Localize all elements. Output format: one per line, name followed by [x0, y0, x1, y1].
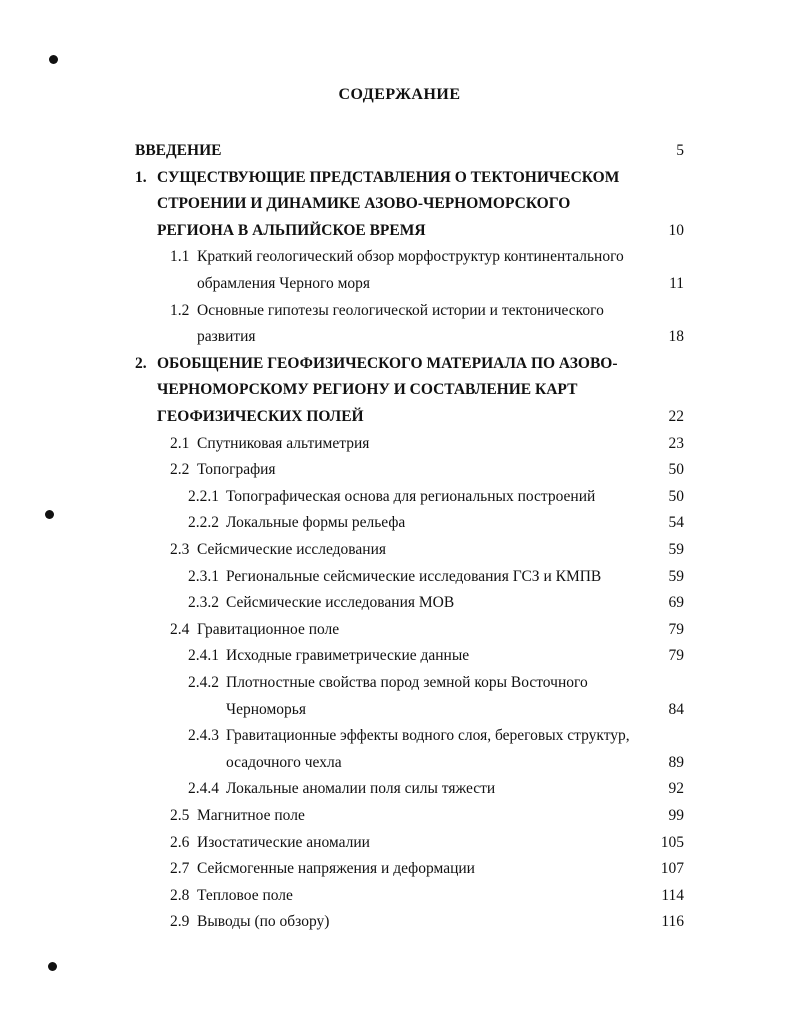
toc-entry-page-number: 59	[668, 567, 684, 585]
toc-entry-title-line: Исходные гравиметрические данные	[226, 647, 470, 665]
toc-entry-page-number: 79	[668, 620, 684, 638]
toc-entry-number: 2.3.2	[188, 594, 219, 612]
toc-entry-number: 2.5	[170, 807, 190, 824]
toc-entry-number: 2.9	[170, 913, 190, 931]
toc-entry-title-line: ОБОБЩЕНИЕ ГЕОФИЗИЧЕСКОГО МАТЕРИАЛА ПО АЗОВО-	[157, 354, 618, 372]
toc-entry-number: 2.3.1	[188, 567, 219, 585]
toc-entry-number: 2.	[135, 354, 147, 372]
toc-entry-page-number: 22	[668, 408, 684, 425]
toc-entry-page-number: 18	[668, 328, 684, 346]
binder-hole-top	[49, 55, 58, 64]
toc-entry-page-number: 99	[668, 807, 684, 824]
toc-entry-title-line: СУЩЕСТВУЮЩИЕ ПРЕДСТАВЛЕНИЯ О ТЕКТОНИЧЕСКОМ	[157, 168, 620, 186]
toc-entry-number: 2.4.1	[188, 647, 219, 665]
toc-entry-page-number: 114	[661, 886, 684, 904]
toc-entry-page-number: 59	[668, 541, 684, 558]
toc-entry-page-number: 79	[668, 647, 684, 665]
toc-entry-title-line: Краткий геологический обзор морфоструктур континентального	[197, 248, 624, 266]
toc-entry-title-line: Локальные формы рельефа	[226, 514, 406, 532]
toc-entry-title-line: осадочного чехла	[226, 753, 342, 771]
toc-entry-title-line: Плотностные свойства пород земной коры Восточного	[226, 674, 588, 691]
toc-entry-title-line: Сейсмические исследования МОВ	[226, 594, 455, 612]
toc-entry-page-number: 11	[669, 275, 684, 292]
binder-hole-middle	[45, 510, 54, 519]
toc-heading: СОДЕРЖАНИЕ	[338, 86, 461, 103]
toc-entry-title-line: Черноморья	[226, 700, 306, 718]
toc-entry-number: 1.	[135, 168, 147, 186]
toc-entry-page-number: 50	[668, 487, 684, 505]
toc-entry-number: 2.2	[170, 461, 190, 479]
toc-entry-number: 2.8	[170, 886, 190, 904]
toc-entry-page-number: 5	[676, 142, 684, 159]
toc-entry-page-number: 50	[668, 461, 684, 479]
binder-hole-bottom	[48, 962, 57, 971]
toc-entry-number: 1.2	[170, 301, 190, 319]
toc-entry-title-line: Локальные аномалии поля силы тяжести	[226, 780, 496, 798]
toc-entry-page-number: 92	[668, 780, 684, 798]
toc-entry-number: 2.7	[170, 860, 190, 878]
toc-entry-page-number: 107	[660, 860, 684, 878]
toc-entry-page-number: 116	[661, 913, 684, 931]
toc-entry-title-line: РЕГИОНА В АЛЬПИЙСКОЕ ВРЕМЯ	[157, 221, 426, 239]
toc-entry-number: 2.4.4	[188, 780, 219, 798]
toc-entry-number: 2.6	[170, 833, 190, 851]
toc-entry-title-line: Топографическая основа для региональных построений	[226, 487, 596, 505]
toc-entry-title-line: Изостатические аномалии	[197, 833, 370, 851]
toc-entry-title-line: Спутниковая альтиметрия	[197, 434, 370, 452]
toc-entry-page-number: 10	[668, 221, 684, 239]
toc-entry-title-line: Гравитационное поле	[197, 620, 340, 638]
toc-entry-title-line: Магнитное поле	[197, 807, 305, 824]
toc-entry-title-line: Тепловое поле	[197, 886, 293, 904]
toc-entry-number: 2.1	[170, 434, 190, 452]
toc-entry-title-line: Основные гипотезы геологической истории и тектонического	[197, 301, 604, 319]
toc-entry-title-line: Сейсмогенные напряжения и деформации	[197, 860, 475, 878]
toc-entry-page-number: 105	[660, 833, 684, 851]
toc-entry-number: 2.2.1	[188, 487, 219, 505]
toc-entry-page-number: 84	[668, 700, 684, 718]
toc-entry-page-number: 89	[668, 753, 684, 771]
toc-entry-title-line: Региональные сейсмические исследования ГСЗ и КМПВ	[226, 567, 602, 585]
toc-entry-title-line: Гравитационные эффекты водного слоя, береговых структур,	[226, 727, 630, 745]
toc-entry-number: 2.4.2	[188, 674, 219, 691]
toc-entry-title-line: ВВЕДЕНИЕ	[135, 142, 222, 159]
toc-entry-page-number: 69	[668, 594, 684, 612]
toc-entry-title-line: ЧЕРНОМОРСКОМУ РЕГИОНУ И СОСТАВЛЕНИЕ КАРТ	[157, 381, 578, 399]
toc-entry-page-number: 23	[668, 434, 684, 452]
toc-entry-number: 2.3	[170, 541, 190, 558]
toc-entry-number: 2.4.3	[188, 727, 219, 745]
toc-entry-title-line: развития	[197, 328, 256, 346]
toc-entry-number: 1.1	[170, 248, 190, 266]
toc-entry-title-line: ГЕОФИЗИЧЕСКИХ ПОЛЕЙ	[157, 408, 364, 425]
toc-entry-number: 2.2.2	[188, 514, 219, 532]
toc-entry-title-line: Сейсмические исследования	[197, 541, 387, 558]
toc-entry-title-line: Топография	[197, 461, 276, 479]
toc-entry-number: 2.4	[170, 620, 190, 638]
toc-entry-title-line: СТРОЕНИИ И ДИНАМИКЕ АЗОВО-ЧЕРНОМОРСКОГО	[157, 195, 571, 213]
toc-entry-page-number: 54	[668, 514, 684, 532]
toc-entry-title-line: обрамления Черного моря	[197, 275, 371, 292]
toc-entry-title-line: Выводы (по обзору)	[197, 913, 330, 931]
